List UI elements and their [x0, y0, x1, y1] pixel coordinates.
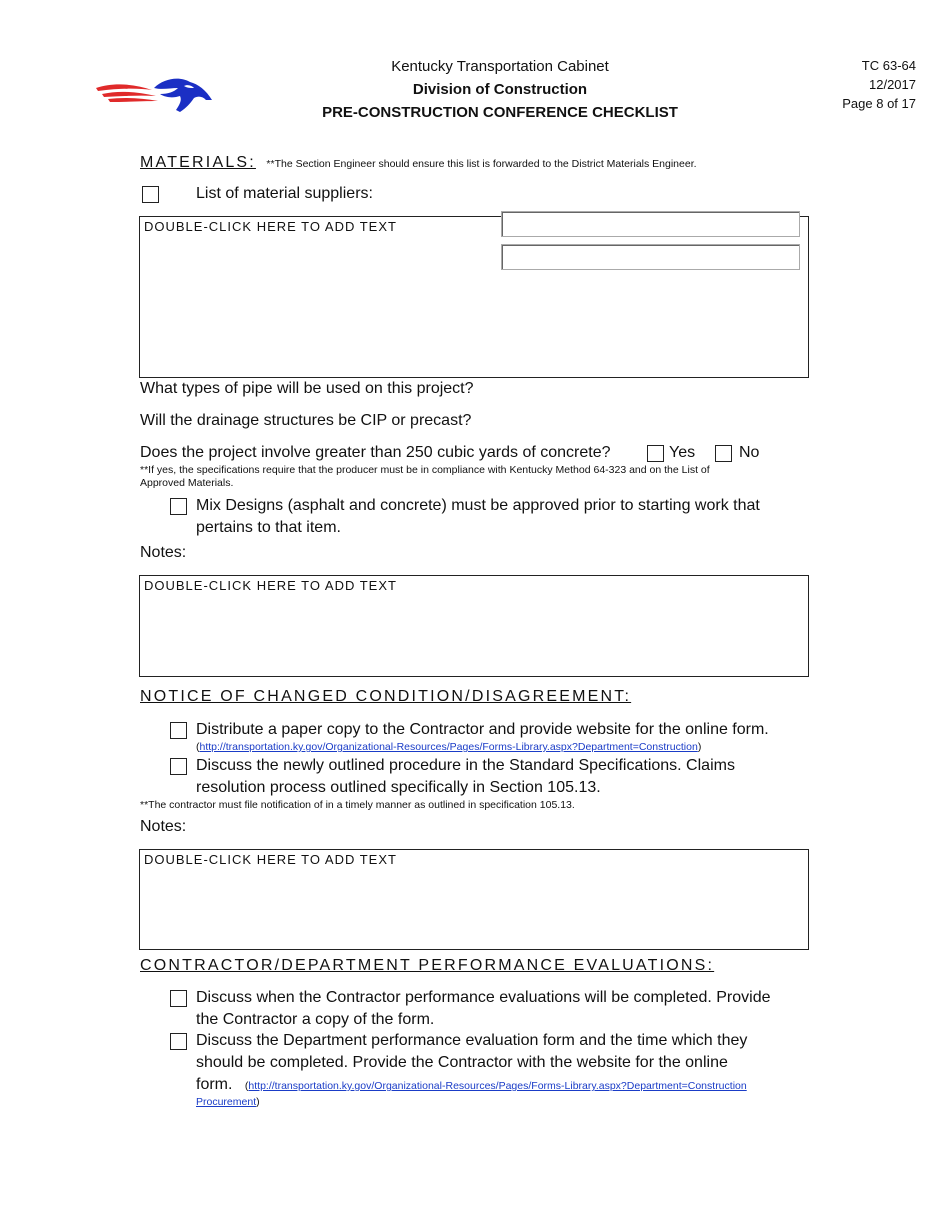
distribute-copy-checkbox[interactable] — [170, 722, 187, 739]
changed-condition-form-link[interactable]: http://transportation.ky.gov/Organizational-Resources/Pages/Forms-Library.aspx?Department=Construction — [199, 741, 698, 753]
division-name: Division of Construction — [412, 81, 588, 98]
link-paren-open: ( — [196, 741, 200, 753]
horse-logo-icon — [94, 74, 216, 116]
changed-condition-note: **The contractor must file notification of in a timely manner as outlined in specification 105.13. — [140, 799, 575, 811]
concrete-no-label: No — [739, 444, 760, 461]
form-date: 12/2017 — [869, 77, 916, 92]
materials-notes-textbox[interactable] — [139, 575, 809, 677]
materials-heading: MATERIALS: — [140, 154, 256, 171]
distribute-copy-text: Distribute a paper copy to the Contractor and provide website for the online form. — [196, 721, 769, 738]
materials-note: **The Section Engineer should ensure this list is forwarded to the District Materials Engineer. — [266, 158, 697, 170]
concrete-note-2: Approved Materials. — [140, 477, 234, 489]
materials-heading-row — [140, 154, 697, 172]
contractor-evaluation-checkbox[interactable] — [170, 990, 187, 1007]
form-title: PRE-CONSTRUCTION CONFERENCE CHECKLIST — [322, 104, 678, 121]
drainage-question: Will the drainage structures be CIP or precast? — [140, 412, 472, 429]
evaluations-heading: CONTRACTOR/DEPARTMENT PERFORMANCE EVALUATIONS: — [140, 957, 715, 974]
eval-link-paren-close: ) — [256, 1096, 260, 1108]
changed-condition-notes-placeholder: DOUBLE-CLICK HERE TO ADD TEXT — [144, 852, 397, 867]
supplier-field-1[interactable] — [501, 211, 800, 237]
materials-notes-label: Notes: — [140, 544, 187, 561]
concrete-no-checkbox[interactable] — [715, 445, 732, 462]
concrete-question: Does the project involve greater than 250 cubic yards of concrete? — [140, 444, 611, 461]
materials-notes-placeholder: DOUBLE-CLICK HERE TO ADD TEXT — [144, 578, 397, 593]
supplier-field-2[interactable] — [501, 244, 800, 270]
pipe-question: What types of pipe will be used on this project? — [140, 380, 474, 397]
suppliers-checkbox[interactable] — [142, 186, 159, 203]
page-number: Page 8 of 17 — [842, 96, 916, 111]
kytc-logo — [94, 74, 216, 116]
form-word: form. — [196, 1076, 233, 1093]
eval-link-paren-open: ( — [244, 1080, 249, 1092]
claims-procedure-line-2: resolution process outlined specifically in Section 105.13. — [196, 779, 601, 796]
evaluation-link-continued — [196, 1096, 260, 1109]
department-evaluation-line-1: Discuss the Department performance evaluation form and the time which they — [196, 1032, 748, 1049]
suppliers-textbox[interactable] — [139, 216, 809, 378]
changed-condition-notes-textbox[interactable] — [139, 849, 809, 950]
claims-procedure-checkbox[interactable] — [170, 758, 187, 775]
changed-condition-heading: NOTICE OF CHANGED CONDITION/DISAGREEMENT: — [140, 688, 632, 705]
agency-name: Kentucky Transportation Cabinet — [391, 58, 609, 75]
mix-designs-checkbox[interactable] — [170, 498, 187, 515]
contractor-evaluation-line-2: the Contractor a copy of the form. — [196, 1011, 435, 1028]
mix-designs-line-2: pertains to that item. — [196, 519, 341, 536]
link-paren-close: ) — [697, 741, 702, 753]
contractor-evaluation-line-1: Discuss when the Contractor performance evaluations will be completed. Provide — [196, 989, 771, 1006]
concrete-yes-label: Yes — [669, 444, 696, 461]
mix-designs-line-1: Mix Designs (asphalt and concrete) must be approved prior to starting work that — [196, 497, 760, 514]
concrete-note-1: **If yes, the specifications require that the producer must be in compliance with Kentucky Method 64-323 and on the List of — [140, 464, 710, 476]
form-meta — [776, 56, 916, 113]
changed-condition-notes-label: Notes: — [140, 818, 187, 835]
department-evaluation-line-3 — [196, 1074, 747, 1096]
suppliers-label: List of material suppliers: — [196, 185, 373, 202]
evaluation-form-link[interactable]: http://transportation.ky.gov/Organizational-Resources/Pages/Forms-Library.aspx?Department=Construction — [248, 1080, 747, 1092]
department-evaluation-line-2: should be completed. Provide the Contractor with the website for the online — [196, 1054, 728, 1071]
evaluation-form-link-continued[interactable]: Procurement — [196, 1096, 257, 1108]
concrete-yes-checkbox[interactable] — [647, 445, 664, 462]
changed-condition-link-line — [196, 741, 701, 754]
form-number: TC 63-64 — [861, 58, 916, 73]
claims-procedure-line-1: Discuss the newly outlined procedure in the Standard Specifications. Claims — [196, 757, 735, 774]
suppliers-textbox-placeholder: DOUBLE-CLICK HERE TO ADD TEXT — [144, 219, 397, 234]
department-evaluation-checkbox[interactable] — [170, 1033, 187, 1050]
